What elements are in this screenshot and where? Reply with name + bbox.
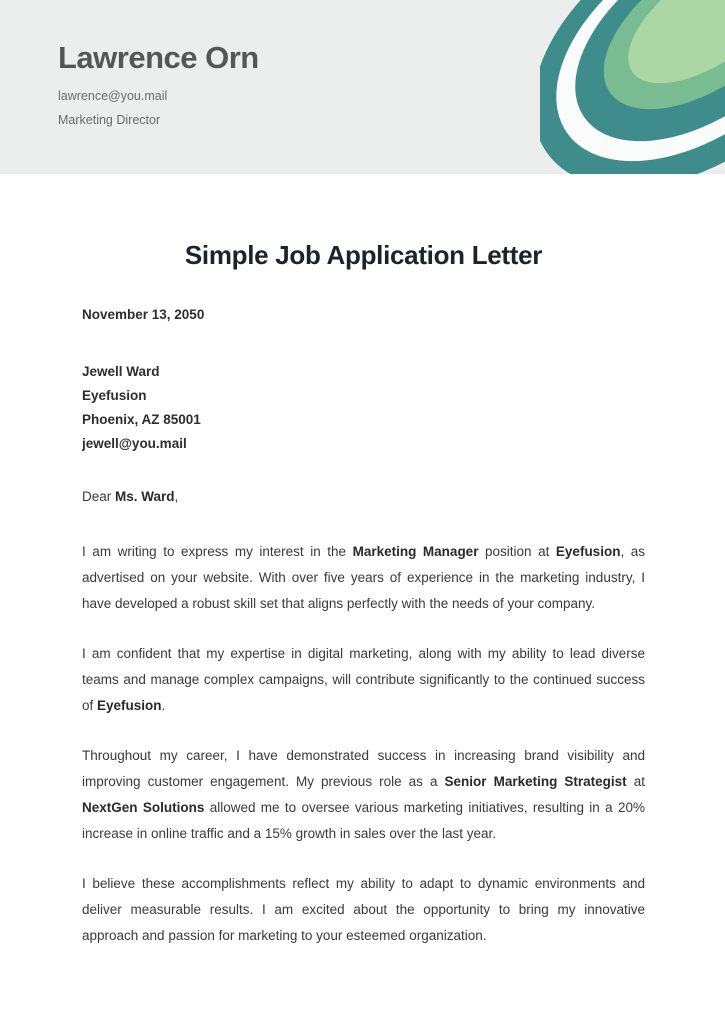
recipient-name: Jewell Ward [82, 364, 160, 380]
recipient-address: Phoenix, AZ 85001 [82, 412, 201, 428]
recipient-block [82, 360, 645, 456]
abstract-swoosh-graphic [540, 0, 725, 174]
salutation: Dear Ms. Ward, [82, 489, 179, 505]
sender-email: lawrence@you.mail [58, 88, 168, 103]
paragraph-1: I am writing to express my interest in the Marketing Manager position at Eyefusion, as advertised on your website. With over five years of experience in the marketing industry, I have developed a robust skill set that aligns perfectly with the needs of your company. [82, 544, 646, 612]
letter-date: November 13, 2050 [82, 307, 205, 323]
sender-info [58, 40, 259, 127]
paragraph-3: Throughout my career, I have demonstrated success in increasing brand visibility and improving customer engagement. My previous role as a Senior Marketing Strategist at NextGen Solutions allowed me to oversee various marketing initiatives, resulting in a 20% increase in online traffic and a 15% growth in sales over the last year. [82, 748, 645, 842]
paragraph-2: I am confident that my expertise in digital marketing, along with my ability to lead diverse teams and manage complex campaigns, will contribute significantly to the continued success of Eyefusion. [82, 646, 645, 714]
recipient-company: Eyefusion [82, 388, 147, 404]
sender-name: Lawrence Orn [58, 40, 259, 75]
sender-role: Marketing Director [58, 113, 161, 128]
letter-body [0, 240, 725, 949]
recipient-email: jewell@you.mail [82, 436, 187, 452]
letter-header [0, 0, 725, 174]
letter-title: Simple Job Application Letter [184, 240, 543, 270]
paragraph-4: I believe these accomplishments reflect my ability to adapt to dynamic environments and deliver measurable results. I am excited about the opportunity to bring my innovative approach and passion for marketing to your esteemed organization. [82, 876, 645, 944]
